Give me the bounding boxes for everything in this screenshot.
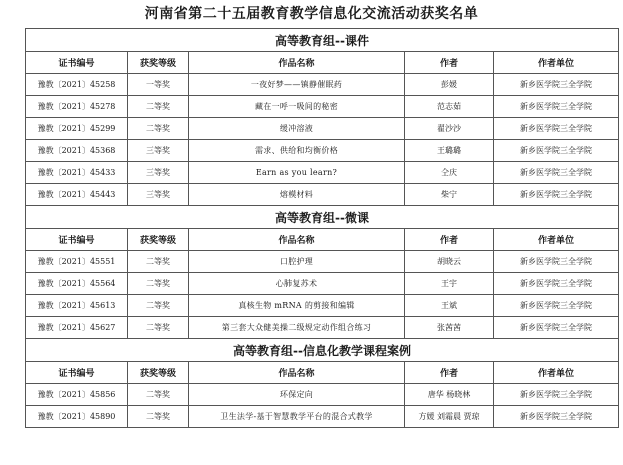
cert-cell: 豫教〔2021〕45368 <box>26 140 128 162</box>
work-cell: 心肺复苏术 <box>189 273 405 295</box>
cert-cell: 豫教〔2021〕45564 <box>26 273 128 295</box>
level-cell: 三等奖 <box>128 140 189 162</box>
level-cell: 二等奖 <box>128 384 189 406</box>
cert-cell: 豫教〔2021〕45890 <box>26 406 128 428</box>
author-cell: 王宇 <box>405 273 494 295</box>
author-cell: 翟沙沙 <box>405 118 494 140</box>
cert-cell: 豫教〔2021〕45299 <box>26 118 128 140</box>
level-cell: 三等奖 <box>128 162 189 184</box>
header-level: 获奖等级 <box>128 52 189 74</box>
header-author: 作者 <box>405 52 494 74</box>
table-row <box>26 184 619 206</box>
table-row <box>26 251 619 273</box>
cert-cell: 豫教〔2021〕45551 <box>26 251 128 273</box>
award-table-body <box>26 29 619 428</box>
unit-cell: 新乡医学院三全学院 <box>494 251 619 273</box>
cert-cell: 豫教〔2021〕45627 <box>26 317 128 339</box>
work-cell: 真核生物 mRNA 的剪接和编辑 <box>189 295 405 317</box>
work-cell: 环保定向 <box>189 384 405 406</box>
table-row <box>26 273 619 295</box>
level-cell: 二等奖 <box>128 118 189 140</box>
table-row <box>26 162 619 184</box>
unit-cell: 新乡医学院三全学院 <box>494 384 619 406</box>
level-cell: 二等奖 <box>128 273 189 295</box>
header-level: 获奖等级 <box>128 362 189 384</box>
cert-cell: 豫教〔2021〕45258 <box>26 74 128 96</box>
author-cell: 张茜茜 <box>405 317 494 339</box>
author-cell: 唐华 杨晓林 <box>405 384 494 406</box>
unit-cell: 新乡医学院三全学院 <box>494 96 619 118</box>
author-cell: 范志茹 <box>405 96 494 118</box>
header-cert: 证书编号 <box>26 362 128 384</box>
table-row <box>26 96 619 118</box>
work-cell: 卫生法学-基于智慧教学平台的混合式教学 <box>189 406 405 428</box>
unit-cell: 新乡医学院三全学院 <box>494 184 619 206</box>
award-table <box>25 28 619 428</box>
level-cell: 二等奖 <box>128 251 189 273</box>
author-cell: 柴宁 <box>405 184 494 206</box>
author-cell: 王璐璐 <box>405 140 494 162</box>
author-cell: 胡晓云 <box>405 251 494 273</box>
header-work: 作品名称 <box>189 362 405 384</box>
work-cell: 口腔护理 <box>189 251 405 273</box>
cert-cell: 豫教〔2021〕45443 <box>26 184 128 206</box>
unit-cell: 新乡医学院三全学院 <box>494 273 619 295</box>
cert-cell: 豫教〔2021〕45278 <box>26 96 128 118</box>
work-cell: Earn as you learn? <box>189 162 405 184</box>
cert-cell: 豫教〔2021〕45433 <box>26 162 128 184</box>
work-cell: 缓冲溶液 <box>189 118 405 140</box>
header-unit: 作者单位 <box>494 362 619 384</box>
unit-cell: 新乡医学院三全学院 <box>494 406 619 428</box>
cert-cell: 豫教〔2021〕45856 <box>26 384 128 406</box>
unit-cell: 新乡医学院三全学院 <box>494 74 619 96</box>
level-cell: 二等奖 <box>128 317 189 339</box>
header-work: 作品名称 <box>189 52 405 74</box>
header-work: 作品名称 <box>189 229 405 251</box>
header-author: 作者 <box>405 229 494 251</box>
section-title: 高等教育组--课件 <box>26 29 619 52</box>
author-cell: 仝庆 <box>405 162 494 184</box>
section-title-row <box>26 29 619 52</box>
level-cell: 二等奖 <box>128 96 189 118</box>
table-row <box>26 118 619 140</box>
table-row <box>26 74 619 96</box>
work-cell: 需求、供给和均衡价格 <box>189 140 405 162</box>
column-header-row <box>26 362 619 384</box>
header-unit: 作者单位 <box>494 52 619 74</box>
header-cert: 证书编号 <box>26 229 128 251</box>
level-cell: 一等奖 <box>128 74 189 96</box>
level-cell: 二等奖 <box>128 295 189 317</box>
unit-cell: 新乡医学院三全学院 <box>494 317 619 339</box>
unit-cell: 新乡医学院三全学院 <box>494 118 619 140</box>
column-header-row <box>26 52 619 74</box>
level-cell: 三等奖 <box>128 184 189 206</box>
column-header-row <box>26 229 619 251</box>
header-level: 获奖等级 <box>128 229 189 251</box>
table-row <box>26 317 619 339</box>
work-cell: 藏在一呼一吸间的秘密 <box>189 96 405 118</box>
table-row <box>26 295 619 317</box>
section-title-row <box>26 339 619 362</box>
section-title: 高等教育组--微课 <box>26 206 619 229</box>
level-cell: 二等奖 <box>128 406 189 428</box>
header-author: 作者 <box>405 362 494 384</box>
cert-cell: 豫教〔2021〕45613 <box>26 295 128 317</box>
section-title-row <box>26 206 619 229</box>
work-cell: 第三套大众健美操二级规定动作组合练习 <box>189 317 405 339</box>
work-cell: 熔模材料 <box>189 184 405 206</box>
author-cell: 王斌 <box>405 295 494 317</box>
section-title: 高等教育组--信息化教学课程案例 <box>26 339 619 362</box>
table-row <box>26 384 619 406</box>
table-row <box>26 140 619 162</box>
page-title: 河南省第二十五届教育教学信息化交流活动获奖名单 <box>144 6 479 22</box>
unit-cell: 新乡医学院三全学院 <box>494 162 619 184</box>
author-cell: 方媛 刘霜晨 贾琼 <box>405 406 494 428</box>
author-cell: 彭媛 <box>405 74 494 96</box>
unit-cell: 新乡医学院三全学院 <box>494 295 619 317</box>
unit-cell: 新乡医学院三全学院 <box>494 140 619 162</box>
header-cert: 证书编号 <box>26 52 128 74</box>
header-unit: 作者单位 <box>494 229 619 251</box>
work-cell: 一夜好梦——镇静催眠药 <box>189 74 405 96</box>
table-row <box>26 406 619 428</box>
